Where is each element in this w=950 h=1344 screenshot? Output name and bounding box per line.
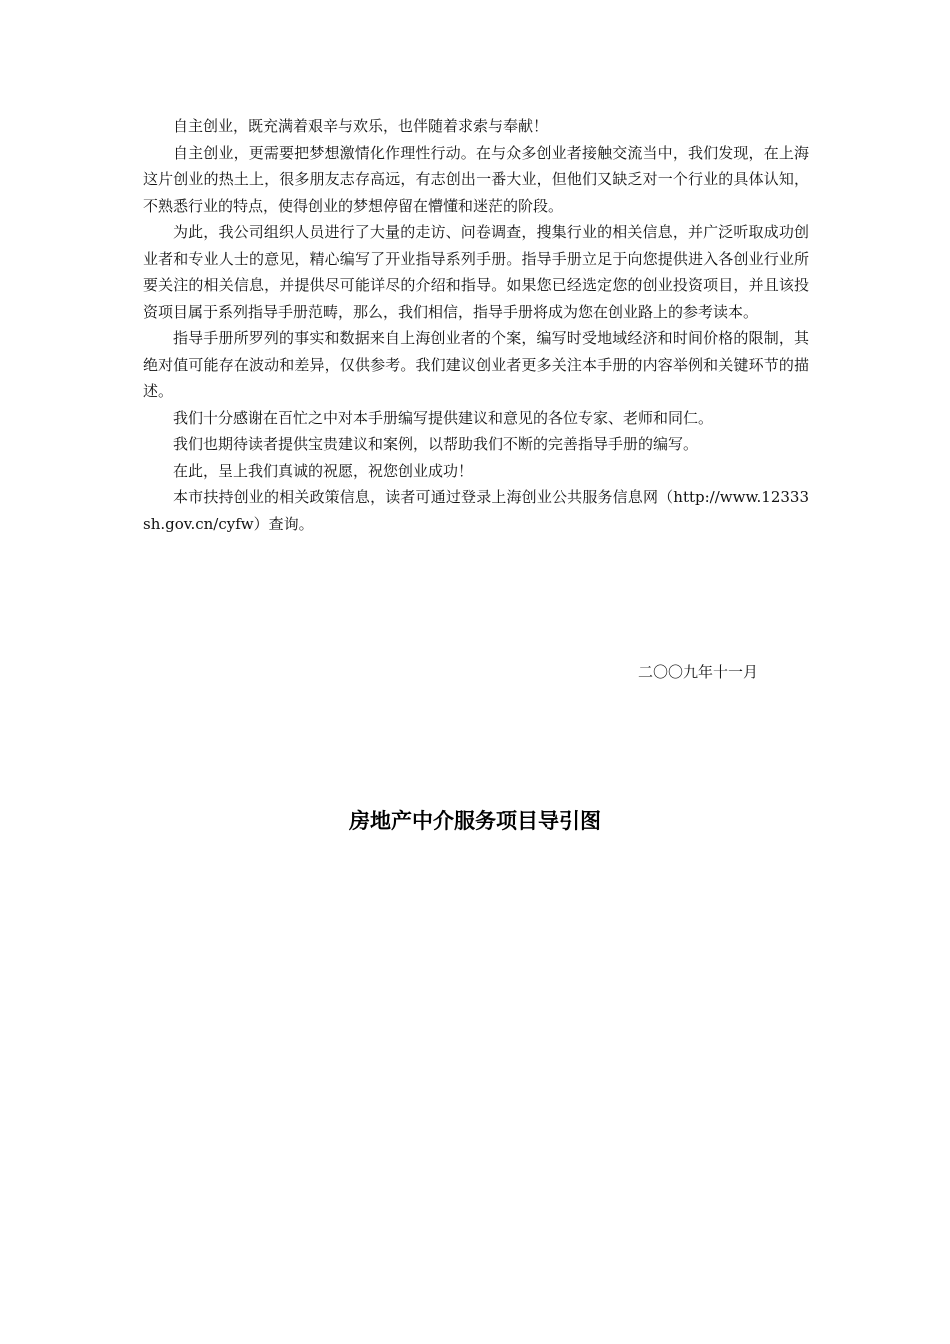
paragraph-research: 为此，我公司组织人员进行了大量的走访、问卷调查，搜集行业的相关信息，并广泛听取成功创业者和专业人士的意见，精心编写了开业指导系列手册。指导手册立足于向您提供进入各创业行业所要关注的相关信息，并提供尽可能详尽的介绍和指导。如果您已经选定您的创业投资项目，并且该投资项目属于系列指导手册范畴，那么，我们相信，指导手册将成为您在创业路上的参考读本。 [143, 223, 809, 321]
section-title: 房地产中介服务项目导引图 [349, 809, 601, 833]
document-date: 二〇〇九年十一月 [638, 663, 759, 681]
paragraph-policy-info: 本市扶持创业的相关政策信息，读者可通过登录上海创业公共服务信息网（http://www.12333sh.gov.cn/cyfw）查询。 [143, 488, 809, 533]
paragraph-wishes: 在此，呈上我们真诚的祝愿，祝您创业成功！ [173, 461, 474, 480]
paragraph-disclaimer: 指导手册所罗列的事实和数据来自上海创业者的个案，编写时受地域经济和时间价格的限制，其绝对值可能存在波动和差异，仅供参考。我们建议创业者更多关注本手册的内容举例和关键环节的描述。 [143, 329, 809, 400]
paragraph-intro: 自主创业，既充满着艰辛与欢乐，也伴随着求索与奉献！ [173, 117, 549, 135]
paragraph-thanks: 我们十分感谢在百忙之中对本手册编写提供建议和意见的各位专家、老师和同仁。 [173, 408, 714, 427]
preface-body [143, 113, 809, 537]
paragraph-feedback: 我们也期待读者提供宝贵建议和案例，以帮助我们不断的完善指导手册的编写。 [173, 435, 699, 453]
paragraph-dream: 自主创业，更需要把梦想激情化作理性行动。在与众多创业者接触交流当中，我们发现，在上海这片创业的热土上，很多朋友志存高远，有志创出一番大业，但他们又缺乏对一个行业的具体认知，不熟悉行业的特点，使得创业的梦想停留在懵懂和迷茫的阶段。 [143, 143, 809, 215]
